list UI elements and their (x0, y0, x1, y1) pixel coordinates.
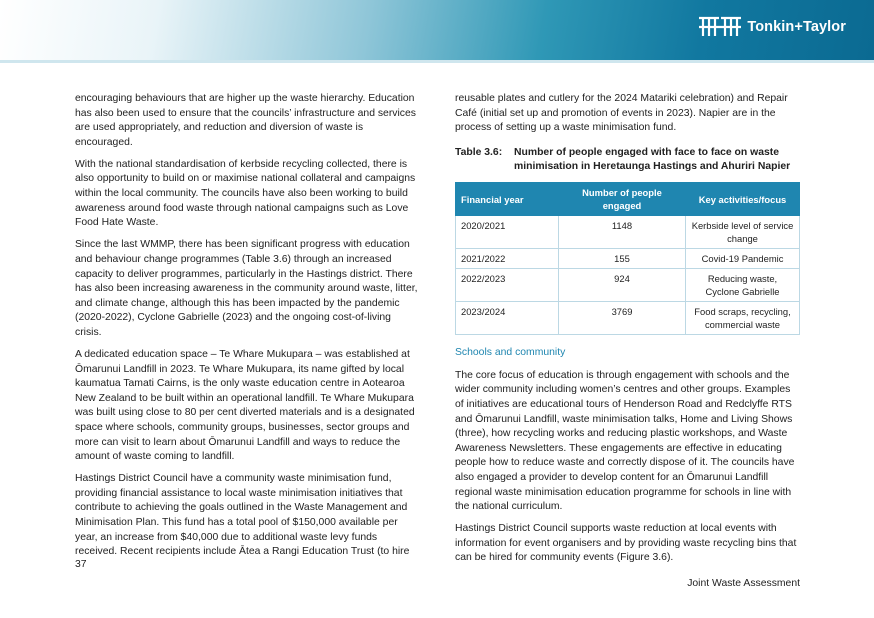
body-paragraph: A dedicated education space – Te Whare Mukupara – was established at Ōmarunui Landfill in 2023. Te Whare Mukupara, its name gifted by local kaumatua Tamati Cairns, is the only waste education centre in Aotearoa New Zealand to be built within an operational landfill. Te Whare Mukupara was built using close to 80 per cent diverted materials and is a designated space where schools, community groups, businesses, sector groups and more can visit to learn about Ōmarunui Landfill and ways to reduce the amount of waste coming to landfill. (75, 349, 415, 463)
cell-financial-year: 2022/2023 (456, 269, 559, 302)
body-paragraph: Since the last WMMP, there has been significant progress with education and behaviour change programmes (Table 3.6) through an increased capacity to deliver programmes, particularly in the Hastings district. There has also been increasing awareness in the community around waste, litter, and climate change, although this has been impacted by the pandemic (2020-2022), Cyclone Gabrielle (2023) and the ongoing cost-of-living crisis. (75, 239, 418, 338)
engagement-table (455, 182, 800, 335)
header-divider (0, 60, 874, 63)
body-paragraph: Hastings District Council supports waste reduction at local events with information for event organisers and by providing waste recycling bins that can be hired for community events (Figure 3.6). (455, 523, 797, 564)
table-caption (455, 146, 800, 174)
cell-key-activities: Food scraps, recycling, commercial waste (686, 302, 800, 335)
logo-text: Tonkin+Taylor (747, 19, 846, 35)
table-header-row (456, 183, 800, 216)
cell-people-engaged: 924 (559, 269, 686, 302)
body-paragraph: reusable plates and cutlery for the 2024 Matariki celebration) and Repair Café (initial set up and promotion of events in 2023). Napier are in the process of setting up a waste minimisation fund. (455, 93, 788, 134)
tonkin-taylor-logo-mark-icon (698, 16, 742, 38)
cell-people-engaged: 3769 (559, 302, 686, 335)
cell-financial-year: 2020/2021 (456, 216, 559, 249)
cell-key-activities: Covid-19 Pandemic (686, 249, 800, 269)
cell-people-engaged: 1148 (559, 216, 686, 249)
cell-financial-year: 2023/2024 (456, 302, 559, 335)
column-header-financial-year: Financial year (456, 183, 559, 216)
cell-people-engaged: 155 (559, 249, 686, 269)
cell-key-activities: Reducing waste, Cyclone Gabrielle (686, 269, 800, 302)
table-caption-title: Number of people engaged with face to face on waste minimisation in Heretaunga Hastings and Ahuriri Napier (514, 146, 791, 172)
body-paragraph: Hastings District Council have a community waste minimisation fund, providing financial assistance to local waste minimisation initiatives that contribute to achieving the goals outlined in the Waste Management and Minimisation Plan. This fund has a total pool of $150,000 available per year, an increase from $40,000 due to additional waste levy funds received. Recent recipients include Ātea a Rangi Education Trust (to hire (75, 473, 410, 558)
body-paragraph: The core focus of education is through engagement with schools and the wider community including women’s centres and other groups. Examples of initiatives are educational tours of Henderson Road and Redclyffe RTS and Ōmarunui Landfill, waste minimisation talks, Home and Living Shows (three), how recycling works and reducing plastic workshops, and Waste Awareness Newsletters. These engagements are effective in educating people how to reduce waste and correctly dispose of it. The councils have also engaged a provider to develop content for an Ōmarunui Landfill regional waste minimisation education programme for schools in line with the national curriculum. (455, 369, 795, 513)
left-column (75, 92, 420, 567)
column-header-people-engaged: Number of people engaged (559, 183, 686, 216)
page-number: 37 (75, 559, 87, 570)
table-row (456, 269, 800, 302)
table-caption-number: Table 3.6: (455, 146, 503, 158)
table-row (456, 249, 800, 269)
page-header-band (0, 0, 874, 60)
table-row (456, 302, 800, 335)
cell-key-activities: Kerbside level of service change (686, 216, 800, 249)
right-column (455, 92, 800, 574)
cell-financial-year: 2021/2022 (456, 249, 559, 269)
section-subheading: Schools and community (455, 347, 566, 359)
company-logo (698, 16, 846, 38)
body-paragraph: encouraging behaviours that are higher up the waste hierarchy. Education has also been used to ensure that the councils’ infrastructure and services are used appropriately, and reduction and diversion of waste is encouraged. (75, 93, 416, 148)
column-header-key-activities: Key activities/focus (686, 183, 800, 216)
body-paragraph: With the national standardisation of kerbside recycling collected, there is also opportunity to build on or maximise national collateral and campaigns within the local community. The councils have also been working to build awareness around food waste through national campaigns such as Love Food Hate Waste. (75, 158, 416, 229)
table-row (456, 216, 800, 249)
footer-document-title: Joint Waste Assessment (687, 578, 800, 589)
